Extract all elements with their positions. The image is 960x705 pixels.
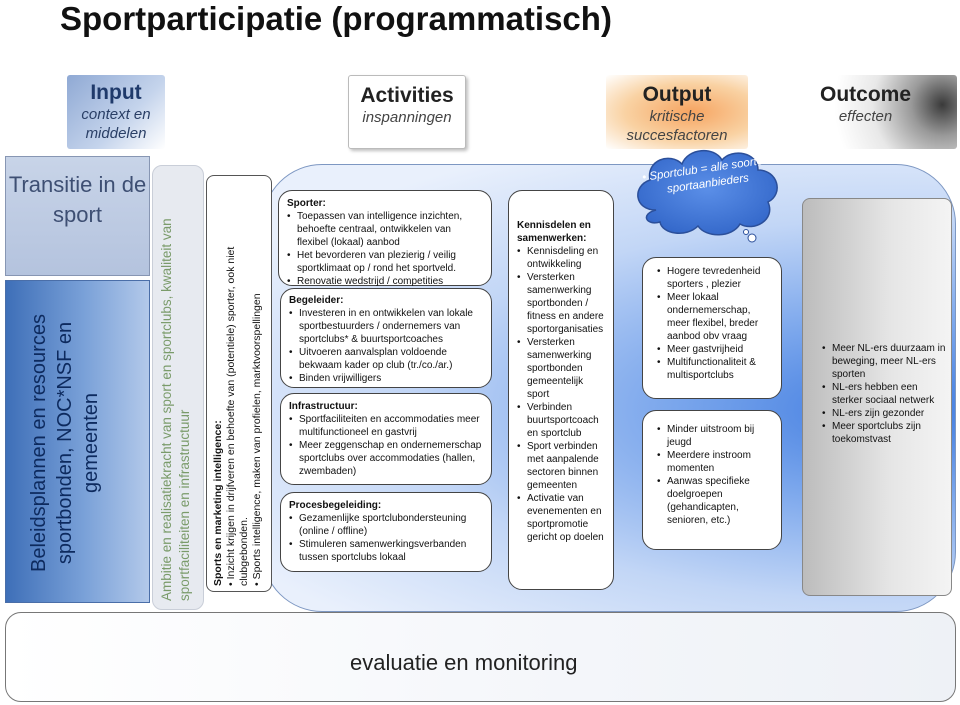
header-input-sub: context en middelen bbox=[81, 106, 151, 142]
list-item: • Verbinden buurtsportcoach en sportclub bbox=[525, 401, 607, 440]
list-item: • Investeren in en ontwikkelen van lokale sportbestuurders / ondernemers van sportclubs* & buurtsportcoaches bbox=[297, 307, 483, 346]
kennisdelen-box bbox=[508, 190, 614, 590]
list-item: • Meer NL-ers duurzaam in beweging, meer NL-ers sporten bbox=[830, 342, 946, 381]
list-item: • Kennisdeling en ontwikkeling bbox=[525, 245, 607, 271]
list-item: • Toepassen van intelligence inzichten, behoefte centraal, ontwikkelen van flexibel (lokaal) aanbod bbox=[295, 210, 483, 249]
header-input-title: Input bbox=[90, 81, 142, 104]
list-item: • NL-ers zijn gezonder bbox=[830, 407, 946, 420]
list-item: • NL-ers hebben een sterker sociaal netwerk bbox=[830, 381, 946, 407]
list-item: • Multifunctionaliteit & multisportclubs bbox=[665, 356, 773, 382]
output-box-1 bbox=[642, 257, 782, 399]
procesbegeleiding-title: Procesbegeleiding: bbox=[289, 500, 382, 511]
page-title: Sportparticipatie (programmatisch) bbox=[60, 0, 612, 37]
ambitie-box bbox=[152, 165, 204, 610]
sports-intelligence-box bbox=[206, 175, 272, 592]
outcome-list bbox=[812, 342, 946, 446]
list-item: • Versterken samenwerking sportbonden gemeentelijk sport bbox=[525, 336, 607, 401]
list-item: • Gezamenlijke sportclubondersteuning (online / offline) bbox=[297, 512, 483, 538]
infrastructuur-box bbox=[280, 393, 492, 485]
evaluatie-text: evaluatie en monitoring bbox=[350, 650, 578, 675]
header-activities-title: Activities bbox=[360, 84, 454, 107]
sporter-title: Sporter: bbox=[287, 198, 326, 209]
begeleider-title: Begeleider: bbox=[289, 295, 344, 306]
sports-intelligence-item: • Inzicht krijgen in drijfveren en behoefte van (potentiele) sporter, ook niet clubgebonden. bbox=[225, 246, 250, 586]
list-item: • Meer zeggenschap en ondernemerschap sportclubs over accommodaties (hallen, zwembaden) bbox=[297, 439, 483, 478]
kennisdelen-title: Kennisdelen en samenwerken: bbox=[517, 220, 591, 244]
header-outcome-title: Outcome bbox=[819, 83, 911, 106]
list-item: • Meerdere instroom momenten bbox=[665, 449, 773, 475]
output-box-2 bbox=[642, 410, 782, 550]
header-input bbox=[67, 75, 165, 149]
list-item: • Meer lokaal ondernemerschap, meer flexibel, breder aanbod obv vraag bbox=[665, 291, 773, 343]
transitie-box bbox=[5, 156, 150, 276]
sporter-box bbox=[278, 190, 492, 286]
infrastructuur-title: Infrastructuur: bbox=[289, 401, 358, 412]
list-item: • Meer gastvrijheid bbox=[665, 343, 773, 356]
list-item: • Uitvoeren aanvalsplan voldoende bekwaam kader op club (tr./co./ar.) bbox=[297, 346, 483, 372]
ambitie-text: Ambitie en realisatiekracht van sport en sportclubs, kwaliteit van sportfaciliteiten en infrastructuur bbox=[159, 218, 192, 601]
header-outcome-sub: effecten bbox=[838, 108, 893, 125]
sports-intelligence-item: • Sports intelligence, maken van profielen, marktvoorspellingen bbox=[251, 293, 263, 586]
list-item: • Meer sportclubs zijn toekomstvast bbox=[830, 420, 946, 446]
list-item: • Binden vrijwilligers bbox=[297, 372, 483, 385]
list-item: • Hogere tevredenheid sporters , plezier bbox=[665, 265, 773, 291]
beleid-box bbox=[5, 280, 150, 603]
begeleider-box bbox=[280, 288, 492, 388]
transitie-text: Transitie in de sport bbox=[8, 172, 147, 227]
header-activities bbox=[348, 75, 466, 149]
header-output-sub: kritische succesfactoren bbox=[626, 108, 728, 144]
list-item: • Activatie van evenementen en sportpromotie gericht op doelen bbox=[525, 492, 607, 544]
header-output-title: Output bbox=[642, 83, 712, 106]
list-item: • Renovatie wedstrijd / competities bbox=[295, 275, 483, 288]
list-item: • Minder uitstroom bij jeugd bbox=[665, 423, 773, 449]
procesbegeleiding-box bbox=[280, 492, 492, 572]
list-item: • Sportfaciliteiten en accommodaties meer multifunctioneel en gastvrij bbox=[297, 413, 483, 439]
list-item: • Versterken samenwerking sportbonden / fitness en andere sportorganisaties bbox=[525, 271, 607, 336]
list-item: • Stimuleren samenwerkingsverbanden tussen sportclubs lokaal bbox=[297, 538, 483, 564]
cloud-text: • Sportclub = alle soorten sportaanbieders bbox=[641, 154, 771, 196]
beleid-text: Beleidsplannen en resources sportbonden, NOC*NSF en gemeenten bbox=[28, 314, 102, 572]
header-outcome bbox=[774, 75, 957, 149]
list-item: • Aanwas specifieke doelgroepen (gehandicapten, senioren, etc.) bbox=[665, 475, 773, 527]
list-item: • Sport verbinden met aanpalende sectoren binnen gemeenten bbox=[525, 440, 607, 492]
sports-intelligence-title: Sports en marketing intelligence: bbox=[212, 420, 224, 586]
list-item: • Het bevorderen van plezierig / veilig sportklimaat op / rond het sportveld. bbox=[295, 249, 483, 275]
header-output bbox=[606, 75, 748, 149]
header-activities-sub: inspanningen bbox=[362, 109, 452, 126]
sports-intelligence-text bbox=[212, 186, 264, 586]
